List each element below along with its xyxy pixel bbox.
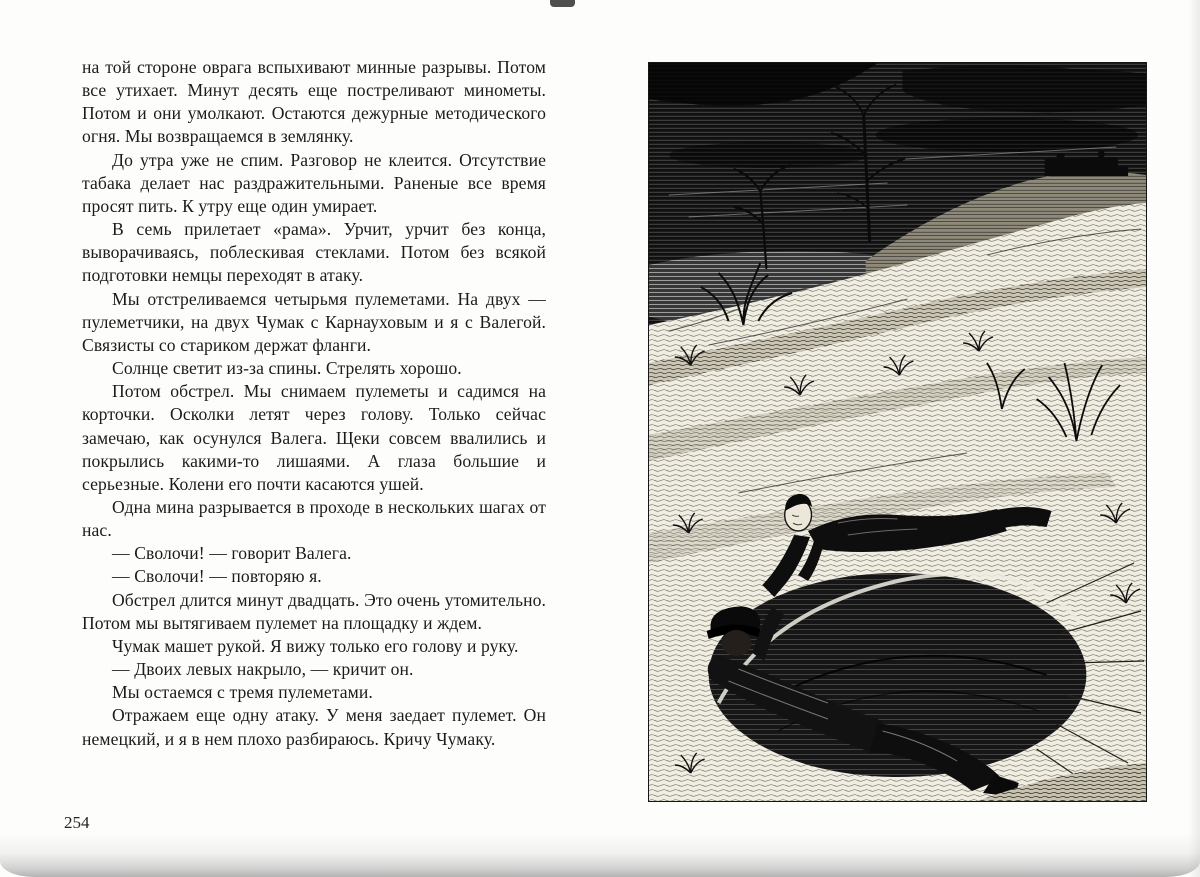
paragraph: Чумак машет рукой. Я вижу только его голову и руку. xyxy=(112,635,519,656)
paragraph: Солнце светит из-за спины. Стрелять хорошо. xyxy=(112,358,462,379)
paragraph: Потом обстрел. Мы снимаем пулеметы и садимся на корточки. Осколки летят через голову. Только сейчас замечаю, как осунулся Валега. Щеки совсем ввалились и покрылись какими-то лишаями. А глаза большие и серьезные. Колени его почти касаются ушей. xyxy=(82,381,546,494)
paragraph: на той стороне оврага вспыхивают минные разрывы. Потом все утихает. Минут десять еще постреливают минометы. Потом и они умолкают. Остаются дежурные методического огня. Мы возвращаемся в землянку. xyxy=(82,57,546,147)
paragraph: — Сволочи! — говорит Валега. xyxy=(112,543,352,564)
paragraph: Обстрел длится минут двадцать. Это очень утомительно. Потом мы вытягиваем пулемет на площадку и ждем. xyxy=(82,589,546,633)
paragraph: Мы остаемся с тремя пулеметами. xyxy=(112,682,373,703)
gutter-mark xyxy=(550,0,575,7)
paragraph: Отражаем еще одну атаку. У меня заедает пулемет. Он немецкий, и я в нем плохо разбираюсь. Кричу Чумаку. xyxy=(82,705,546,749)
page-edge-shading xyxy=(1188,0,1200,877)
page-number: 254 xyxy=(64,813,90,832)
paragraph: — Сволочи! — повторяю я. xyxy=(112,566,322,587)
paragraph: В семь прилетает «рама». Урчит, урчит без конца, выворачиваясь, поблескивая стеклами. Потом без всякой подготовки немцы переходят в атаку. xyxy=(82,219,546,286)
paragraph: Мы отстреливаемся четырьмя пулеметами. На двух — пулеметчики, на двух Чумак с Карнауховым и я с Валегой. Связисты со стариком держат фланги. xyxy=(82,288,546,355)
paragraph: Одна мина разрывается в проходе в нескольких шагах от нас. xyxy=(82,496,546,541)
paragraph: — Двоих левых накрыло, — кричит он. xyxy=(112,659,414,680)
woodcut-illustration xyxy=(649,63,1146,801)
illustration-plate xyxy=(648,62,1147,802)
paragraph: До утра уже не спим. Разговор не клеится. Отсутствие табака делает нас раздражительными. Раненые все время просят пить. К утру еще один умирает. xyxy=(82,149,546,216)
left-page-text xyxy=(82,56,546,751)
page-edge-shadow xyxy=(0,833,1200,877)
